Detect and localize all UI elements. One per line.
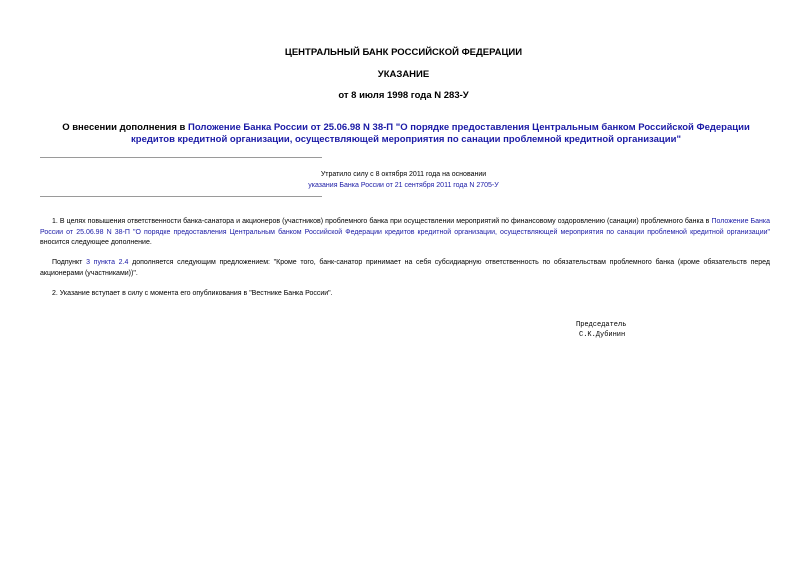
document-type: УКАЗАНИЕ bbox=[377, 69, 430, 80]
separator-bottom bbox=[40, 196, 322, 197]
signature-name: С.К.Дубинин bbox=[579, 331, 626, 339]
title-regulation-link[interactable]: Положение Банка России от 25.06.98 N 38-П "О порядке предоставления Центральным банком Российской Федерации кредитов кредитной организации, осуществляющей мероприятия по санации проблемной кредитной организации" bbox=[131, 122, 750, 145]
issuer-heading: ЦЕНТРАЛЬНЫЙ БАНК РОССИЙСКОЙ ФЕДЕРАЦИИ bbox=[284, 47, 523, 58]
title-prefix: О внесении дополнения в bbox=[62, 122, 189, 133]
document-title bbox=[40, 122, 772, 146]
repeal-decree-link[interactable]: указания Банка России от 21 сентября 2011 года N 2705-У bbox=[308, 182, 499, 189]
separator-top bbox=[40, 157, 322, 158]
signature-role: Председатель bbox=[576, 321, 627, 329]
p1-text-after: вносится следующее дополнение. bbox=[40, 239, 152, 246]
p1-text-before: 1. В целях повышения ответственности банка-санатора и акционеров (участников) проблемного банка при осуществлении мероприятий по финансовому оздоровлению (санации) проблемного банка в bbox=[52, 218, 712, 225]
p3-text: 2. Указание вступает в силу с момента его опубликования в "Вестнике Банка России". bbox=[52, 290, 333, 297]
status-note: Утратило силу с 8 октября 2011 года на основании bbox=[320, 171, 487, 178]
p2-text-before: Подпункт bbox=[52, 259, 87, 266]
paragraph-2 bbox=[40, 258, 770, 279]
p2-text-after: дополняется следующим предложением: "Кроме того, банк-санатор принимает на себя субсидиарную ответственность по обязательствам проблемного банка (кроме обязательств перед акционерами (участниками))". bbox=[40, 259, 770, 277]
document-date-number: от 8 июля 1998 года N 283-У bbox=[338, 90, 469, 101]
p2-subpoint-link[interactable]: 3 пункта 2.4 bbox=[86, 259, 129, 266]
paragraph-3 bbox=[40, 289, 770, 300]
paragraph-1 bbox=[40, 217, 770, 249]
status-link-wrapper bbox=[0, 180, 807, 191]
p1-regulation-link[interactable]: Положение Банка России от 25.06.98 N 38-П "О порядке предоставления Центральным банком Российской Федерации кредитов кредитной организации, осуществляющей мероприятия по санации проблемной кредитной организации" bbox=[40, 218, 771, 236]
